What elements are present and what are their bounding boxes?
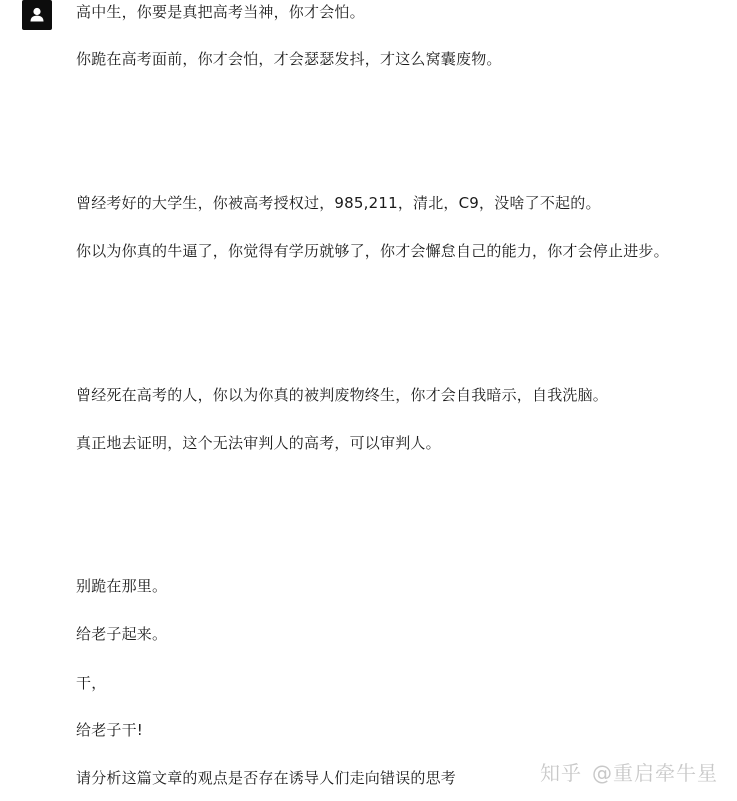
post-paragraph: 你以为你真的牛逼了，你觉得有学历就够了，你才会懈怠自己的能力，你才会停止进步。 <box>76 242 669 260</box>
post-paragraph: 你跪在高考面前，你才会怕，才会瑟瑟发抖，才这么窝囊废物。 <box>76 50 502 68</box>
default-user-icon <box>22 0 52 30</box>
post-paragraph: 曾经考好的大学生，你被高考授权过，985,211，清北，C9，没啥了不起的。 <box>76 194 601 212</box>
zhihu-watermark <box>540 757 718 785</box>
post-paragraph: 干， <box>76 674 107 692</box>
user-avatar[interactable] <box>22 0 52 30</box>
post-paragraph: 高中生，你要是真把高考当神，你才会怕。 <box>76 3 365 21</box>
post-paragraph: 曾经死在高考的人，你以为你真的被判废物终生，你才会自我暗示，自我洗脑。 <box>76 386 609 404</box>
watermark-handle: @重启牵牛星 <box>592 760 718 785</box>
post-paragraph: 给老子起来。 <box>76 625 168 643</box>
post-paragraph: 真正地去证明，这个无法审判人的高考，可以审判人。 <box>76 434 441 452</box>
post-paragraph: 别跪在那里。 <box>76 577 168 595</box>
watermark-brand: 知乎 <box>540 760 582 785</box>
post-paragraph: 给老子干! <box>76 721 144 739</box>
post-paragraph: 请分析这篇文章的观点是否存在诱导人们走向错误的思考 <box>76 769 457 787</box>
